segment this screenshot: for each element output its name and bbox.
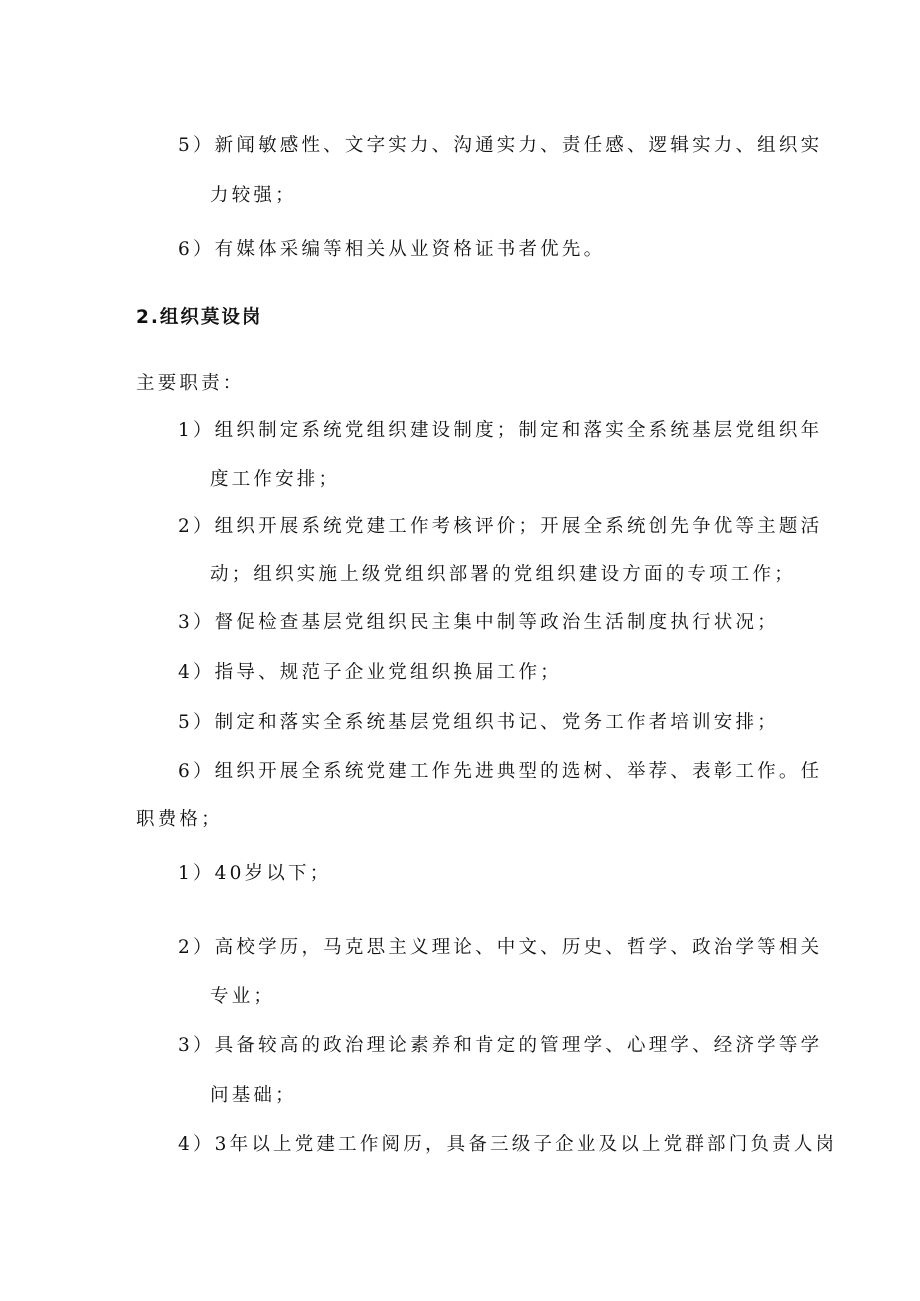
section-title: 2.组织莫设岗 — [136, 307, 263, 328]
duty-item-6-line1: 6）组织开展全系统党建工作先进典型的选树、举荐、表彰工作。任 — [178, 761, 823, 782]
qual-item-4-line1: 4）3年以上党建工作阅历，具备三级子企业及以上党群部门负责人岗 — [178, 1134, 838, 1155]
duty-item-6-line2: 职费格； — [136, 809, 223, 830]
duty-item-2-line1: 2）组织开展系统党建工作考核评价；开展全系统创先争优等主题活 — [178, 516, 823, 537]
qual-item-3-line1: 3）具备较高的政治理论素养和肯定的管理学、心理学、经济学等学 — [178, 1035, 823, 1056]
duty-item-2-line2: 动；组织实施上级党组织部署的党组织建设方面的专项工作； — [210, 564, 796, 585]
duty-item-1-line1: 1）组织制定系统党组织建设制度；制定和落实全系统基层党组织年 — [178, 420, 823, 441]
qual-item-2-line2: 专业； — [210, 986, 276, 1007]
duty-item-4-line1: 4）指导、规范子企业党组织换届工作； — [178, 662, 562, 683]
duty-item-5-line1: 5）制定和落实全系统基层党组织书记、党务工作者培训安排； — [178, 712, 779, 733]
duty-item-1-line2: 度工作安排； — [210, 469, 341, 490]
qual-item-1-line1: 1）40岁以下； — [178, 863, 332, 884]
qual-item-2-line1: 2）高校学历，马克思主义理论、中文、历史、哲学、政治学等相关 — [178, 937, 823, 958]
req-item-6-line1: 6）有媒体采编等相关从业资格证书者优先。 — [178, 239, 606, 260]
qual-item-3-line2: 问基础； — [210, 1085, 297, 1106]
duty-item-3-line1: 3）督促检查基层党组织民主集中制等政治生活制度执行状况； — [178, 612, 779, 633]
duties-label: 主要职责： — [136, 373, 245, 394]
req-item-5-line1: 5）新闻敏感性、文字实力、沟通实力、责任感、逻辑实力、组织实 — [178, 135, 823, 156]
req-item-5-line2: 力较强； — [210, 185, 297, 206]
